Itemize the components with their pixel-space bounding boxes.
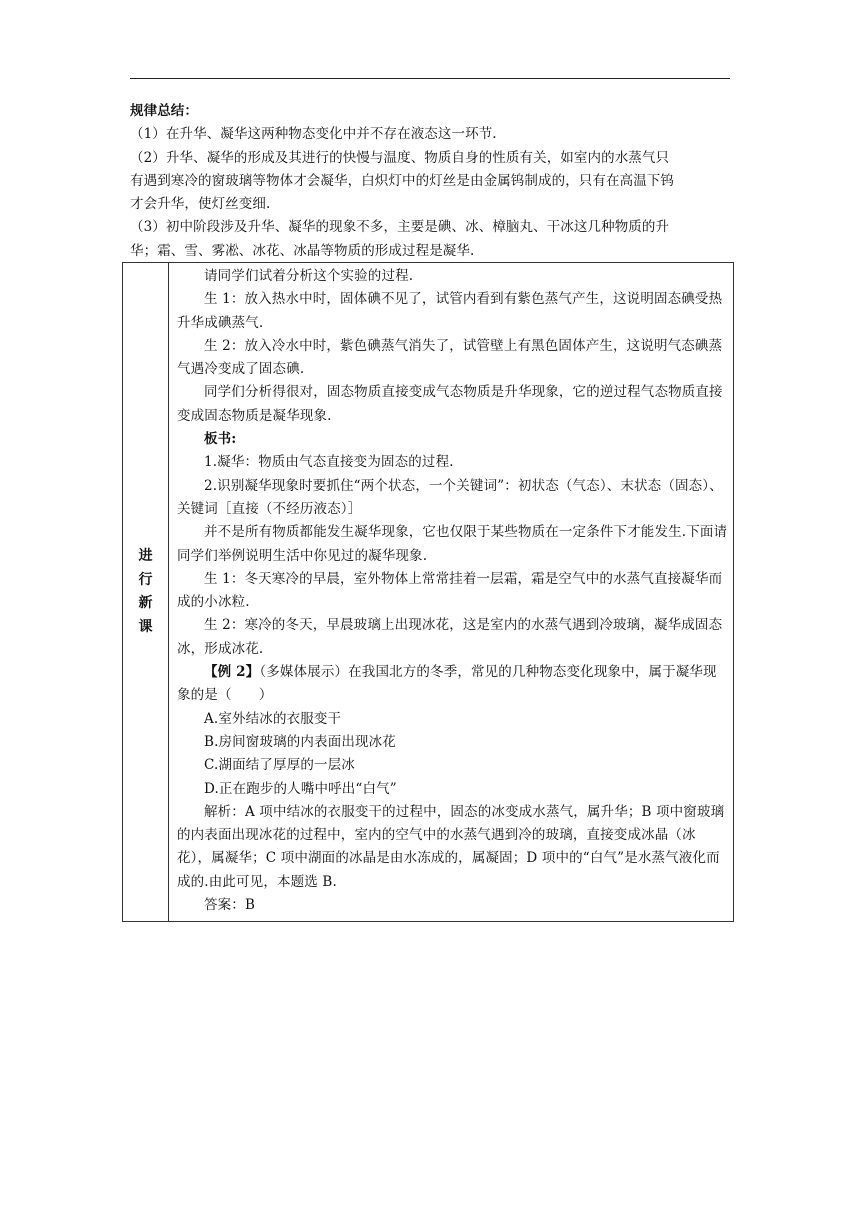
paragraph: 请同学们试着分析这个实验的过程. [204, 268, 414, 284]
summary-line: （2）升华、凝华的形成及其进行的快慢与温度、物质自身的性质有关，如室内的水蒸气只 [130, 149, 670, 166]
summary-heading: 规律总结： [130, 103, 198, 119]
lesson-row [123, 263, 734, 922]
board-item: 2.识别凝华现象时要抓住“两个状态，一个关键词”：初状态（气态）、末状态（固态）、关键词［直接（不经历液态）］ [177, 477, 723, 517]
option-a: A.室外结冰的衣服变干 [204, 710, 342, 727]
paragraph: 生 2：放入冷水中时，紫色碘蒸气消失了，试管壁上有黑色固体产生，这说明气态碘蒸气遇冷变成了固态碘. [177, 337, 723, 378]
summary-line: （3）初中阶段涉及升华、凝华的现象不多，主要是碘、冰、樟脑丸、干冰这几种物质的升 [130, 219, 670, 236]
example-question [177, 661, 729, 708]
board-item: 1.凝华：物质由气态直接变为固态的过程. [204, 454, 454, 471]
paragraph: 并不是所有物质都能发生凝华现象，它也仅限于某些物质在一定条件下才能发生.下面请同学们举例说明生活中你见过的凝华现象. [177, 524, 728, 564]
option-d: D.正在跑步的人嘴中呼出“白气” [204, 780, 397, 797]
summary-line: （1）在升华、凝华这两种物态变化中并不存在液态这一环节. [130, 126, 497, 143]
summary-line: 华；霜、雪、雾凇、冰花、冰晶等物质的形成过程是凝华. [130, 242, 475, 259]
summary-line: 有遇到寒冷的窗玻璃等物体才会凝华，白炽灯中的灯丝是由金属钨制成的，只有在高温下钨 [130, 172, 674, 189]
board-label: 板书: [204, 431, 237, 448]
answer: 答案：B [204, 897, 256, 914]
option-c: C.湖面结了厚厚的一层冰 [204, 757, 355, 774]
option-b: B.房间窗玻璃的内表面出现冰花 [204, 733, 396, 750]
example-tag: 【例 2】 [204, 664, 260, 681]
header-rule [130, 78, 730, 79]
paragraph: 生 1：冬天寒冷的早晨，室外物体上常常挂着一层霜，霜是空气中的水蒸气直接凝华而成的小冰粒. [177, 570, 723, 611]
paragraph: 同学们分析得很对，固态物质直接变成气态物质是升华现象，它的逆过程气态物质直接变成固态物质是凝华现象. [177, 384, 723, 424]
example-text: （多媒体展示）在我国北方的冬季，常见的几种物态变化现象中，属于凝华现象的是（ ） [177, 664, 717, 704]
rule-summary [130, 100, 740, 263]
section-cell [123, 263, 169, 922]
paragraph: 生 1：放入热水中时，固体碘不见了，试管内看到有紫色蒸气产生，这说明固态碘受热升华成碘蒸气. [177, 291, 723, 331]
content-cell [169, 263, 734, 922]
lesson-table [122, 262, 734, 922]
section-label: 进行新课 [138, 547, 153, 635]
analysis: 解析：A 项中结冰的衣服变干的过程中，固态的冰变成水蒸气，属升华；B 项中窗玻璃的内表面出现冰花的过程中，室内的空气中的水蒸气遇到冷的玻璃，直接变成冰晶（冰花），属凝华；C 项中湖面的冰晶是由水冻成的，属凝固；D 项中的“白气”是水蒸气液化而成的.由此可见，本题选 B. [177, 803, 725, 890]
paragraph: 生 2：寒冷的冬天，早晨玻璃上出现冰花，这是室内的水蒸气遇到冷玻璃，凝华成固态冰，形成冰花. [177, 617, 723, 657]
summary-line: 才会升华，使灯丝变细. [130, 196, 271, 213]
